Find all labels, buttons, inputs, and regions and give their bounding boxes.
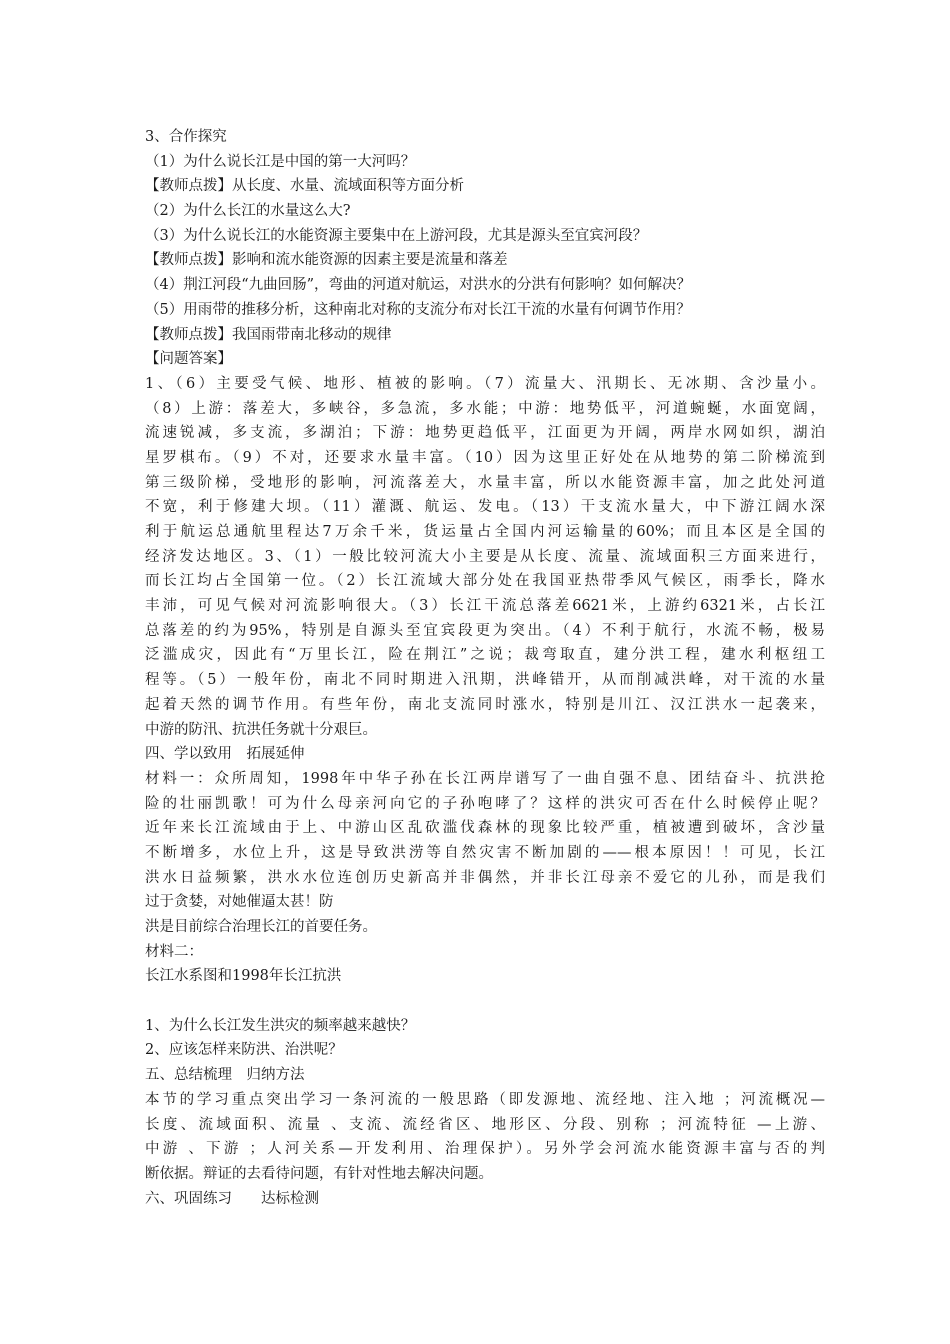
material-heading: 材料二： — [145, 943, 203, 960]
question-line: （2）为什么长江的水量这么大? — [145, 203, 351, 220]
summary-line: 长度、流域面积、流量 、支流、流经省区、地形区、分段、别称 ；河流特征 —上游、 — [145, 1116, 825, 1133]
answer-line: 星罗棋布。（9）不对，还要求水量丰富。（10）因为这里正好处在从地势的第二阶梯流到 — [145, 449, 825, 466]
question-line: 1、为什么长江发生洪灾的频率越来越快？ — [145, 1017, 416, 1034]
section-heading: 3、合作探究 — [145, 129, 227, 145]
material-line: 不断增多，水位上升，这是导致洪涝等自然灾害不断加剧的——根本原因！！可见，长江 — [145, 844, 825, 861]
question-line: 2、应该怎样来防洪、治洪呢？ — [145, 1042, 343, 1059]
section-heading: 四、学以致用 拓展延伸 — [145, 746, 305, 763]
answer-line: 起着天然的调节作用。有些年份，南北支流同时涨水，特别是川江、汉江洪水一起袭来， — [145, 696, 825, 713]
teacher-tip: 【教师点拨】我国雨带南北移动的规律 — [145, 326, 392, 343]
answer-line: 第三级阶梯，受地形的影响，河流落差大，水量丰富，所以水能资源丰富，加之此处河道 — [145, 474, 825, 491]
teacher-tip: 【教师点拨】影响和流水能资源的因素主要是流量和落差 — [145, 252, 508, 269]
answer-line: 总落差的约为95%，特别是自源头至宜宾段更为突出。（4）不利于航行，水流不畅，极易 — [145, 622, 825, 639]
teacher-tip: 【教师点拨】从长度、水量、流域面积等方面分析 — [145, 178, 464, 195]
answer-line: 中游的防汛、抗洪任务就十分艰巨。 — [145, 721, 377, 738]
question-line: （1）为什么说长江是中国的第一大河吗？ — [145, 153, 416, 170]
section-heading: 五、总结梳理 归纳方法 — [145, 1067, 305, 1084]
document-page — [145, 125, 825, 1211]
material-line: 险的壮丽凯歌！可为什么母亲河向它的子孙咆哮了？这样的洪灾可否在什么时候停止呢？ — [145, 795, 825, 812]
summary-line: 本节的学习重点突出学习一条河流的一般思路（即发源地、流经地、注入地 ；河流概况— — [145, 1091, 825, 1108]
material-line: 材料一：众所周知，1998年中华子孙在长江两岸谱写了一曲自强不息、团结奋斗、抗洪抢 — [145, 770, 825, 787]
answer-line: 经济发达地区。3、（1）一般比较河流大小主要是从长度、流量、流域面积三方面来进行， — [145, 548, 825, 565]
answer-line: 流速锐减，多支流，多湖泊；下游：地势更趋低平，江面更为开阔，两岸水网如织，湖泊 — [145, 425, 825, 442]
blank-line — [145, 989, 825, 1014]
answer-line: 不宽，利于修建大坝。（11）灌溉、航运、发电。（13）干支流水量大，中下游江阔水深 — [145, 499, 825, 516]
question-line: （3）为什么说长江的水能资源主要集中在上游河段，尤其是源头至宜宾河段？ — [145, 227, 648, 244]
material-line: 长江水系图和1998年长江抗洪 — [145, 968, 342, 985]
section-heading: 六、巩固练习 达标检测 — [145, 1190, 319, 1207]
question-line: （5）用雨带的推移分析，这种南北对称的支流分布对长江干流的水量有何调节作用？ — [145, 301, 691, 318]
summary-line: 中游 、下游 ；人河关系—开发利用、治理保护）。另外学会河流水能资源丰富与否的判 — [145, 1141, 825, 1158]
answer-line: 而长江均占全国第一位。（2）长江流域大部分处在我国亚热带季风气候区，雨季长，降水 — [145, 573, 825, 590]
material-line: 过于贪婪，对她催逼太甚！防 — [145, 894, 334, 911]
answer-line: 泛滥成灾，因此有“万里长江，险在荆江”之说；裁弯取直，建分洪工程，建水利枢纽工 — [145, 647, 825, 664]
answer-line: （8）上游：落差大，多峡谷，多急流，多水能；中游：地势低平，河道蜿蜒，水面宽阔， — [145, 400, 825, 417]
answer-line: 程等。（5）一般年份，南北不同时期进入汛期，洪峰错开，从而削减洪峰，对干流的水量 — [145, 672, 825, 689]
answers-heading: 【问题答案】 — [145, 351, 232, 368]
material-line: 洪是目前综合治理长江的首要任务。 — [145, 919, 377, 935]
material-line: 洪水日益频繁，洪水水位连创历史新高并非偶然，并非长江母亲不爱它的儿孙，而是我们 — [145, 869, 825, 886]
question-line: （4）荆江河段“九曲回肠”，弯曲的河道对航运，对洪水的分洪有何影响？如何解决？ — [145, 277, 692, 294]
answer-line: 利于航运总通航里程达7万余千米，货运量占全国内河运输量的60%；而且本区是全国的 — [145, 524, 825, 540]
material-line: 近年来长江流域由于上、中游山区乱砍滥伐森林的现象比较严重，植被遭到破坏，含沙量 — [145, 820, 825, 837]
answer-line: 1、（6）主要受气候、地形、植被的影响。（7）流量大、汛期长、无冰期、含沙量小。 — [145, 375, 825, 392]
answer-line: 丰沛，可见气候对河流影响很大。（3）长江干流总落差6621米，上游约6321米，占长江 — [145, 598, 825, 615]
summary-line: 断依据。辩证的去看待问题，有针对性地去解决问题。 — [145, 1165, 493, 1182]
